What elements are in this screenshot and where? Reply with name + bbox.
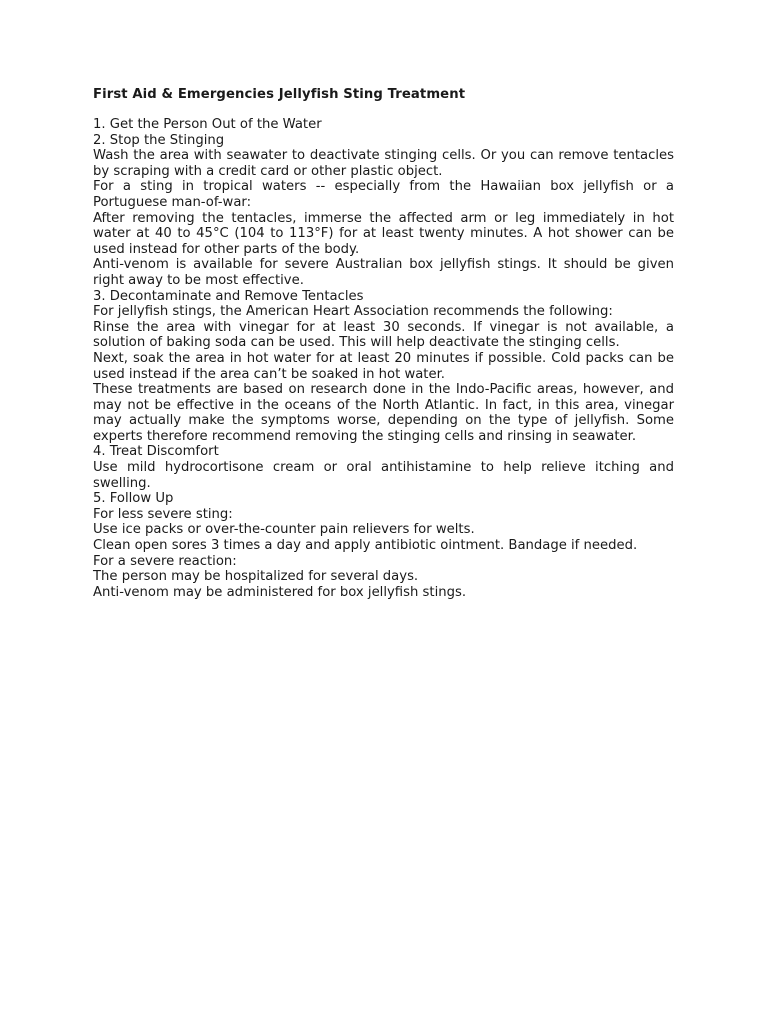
- step-heading: 4. Treat Discomfort: [93, 444, 219, 460]
- body-paragraph: For a sting in tropical waters -- especially from the Hawaiian box jellyfish or a Portuguese man-of-war:: [93, 179, 674, 210]
- body-paragraph: Rinse the area with vinegar for at least 30 seconds. If vinegar is not available, a solution of baking soda can be used. This will help deactivate the stinging cells.: [93, 319, 674, 351]
- body-paragraph: Use mild hydrocortisone cream or oral antihistamine to help relieve itching and swelling.: [93, 460, 674, 491]
- body-paragraph: Wash the area with seawater to deactivate stinging cells. Or you can remove tentacles by scraping with a credit card or other plastic object.: [93, 148, 674, 179]
- step-heading: 3. Decontaminate and Remove Tentacles: [93, 288, 364, 304]
- body-paragraph: Anti-venom may be administered for box jellyfish stings.: [93, 584, 467, 600]
- body-paragraph: For a severe reaction:: [93, 553, 237, 569]
- step-heading: 5. Follow Up: [93, 491, 174, 507]
- body-paragraph: For less severe sting:: [93, 506, 233, 522]
- body-paragraph: Use ice packs or over-the-counter pain relievers for welts.: [93, 522, 475, 538]
- body-paragraph: These treatments are based on research done in the Indo-Pacific areas, however, and may not be effective in the oceans of the North Atlantic. In fact, in this area, vinegar may actually make the symptoms worse, depending on the type of jellyfish. Some experts therefore recommend removing the stinging cells and rinsing in seawater.: [93, 382, 674, 444]
- step-heading: 2. Stop the Stinging: [93, 132, 225, 148]
- body-paragraph: Anti-venom is available for severe Australian box jellyfish stings. It should be given right away to be most effective.: [93, 257, 674, 288]
- document-page: [93, 86, 674, 600]
- body-paragraph: Next, soak the area in hot water for at least 20 minutes if possible. Cold packs can be used instead if the area can’t be soaked in hot water.: [93, 350, 674, 382]
- step-heading: 1. Get the Person Out of the Water: [93, 117, 322, 132]
- body-paragraph: For jellyfish stings, the American Heart Association recommends the following:: [93, 304, 613, 320]
- body-paragraph: Clean open sores 3 times a day and apply antibiotic ointment. Bandage if needed.: [93, 538, 638, 554]
- document-body: [93, 117, 674, 600]
- body-paragraph: After removing the tentacles, immerse the affected arm or leg immediately in hot water at 40 to 45°C (104 to 113°F) for at least twenty minutes. A hot shower can be used instead for other parts of the body.: [93, 210, 674, 257]
- body-paragraph: The person may be hospitalized for several days.: [93, 569, 419, 585]
- document-title: First Aid & Emergencies Jellyfish Sting Treatment: [93, 87, 466, 102]
